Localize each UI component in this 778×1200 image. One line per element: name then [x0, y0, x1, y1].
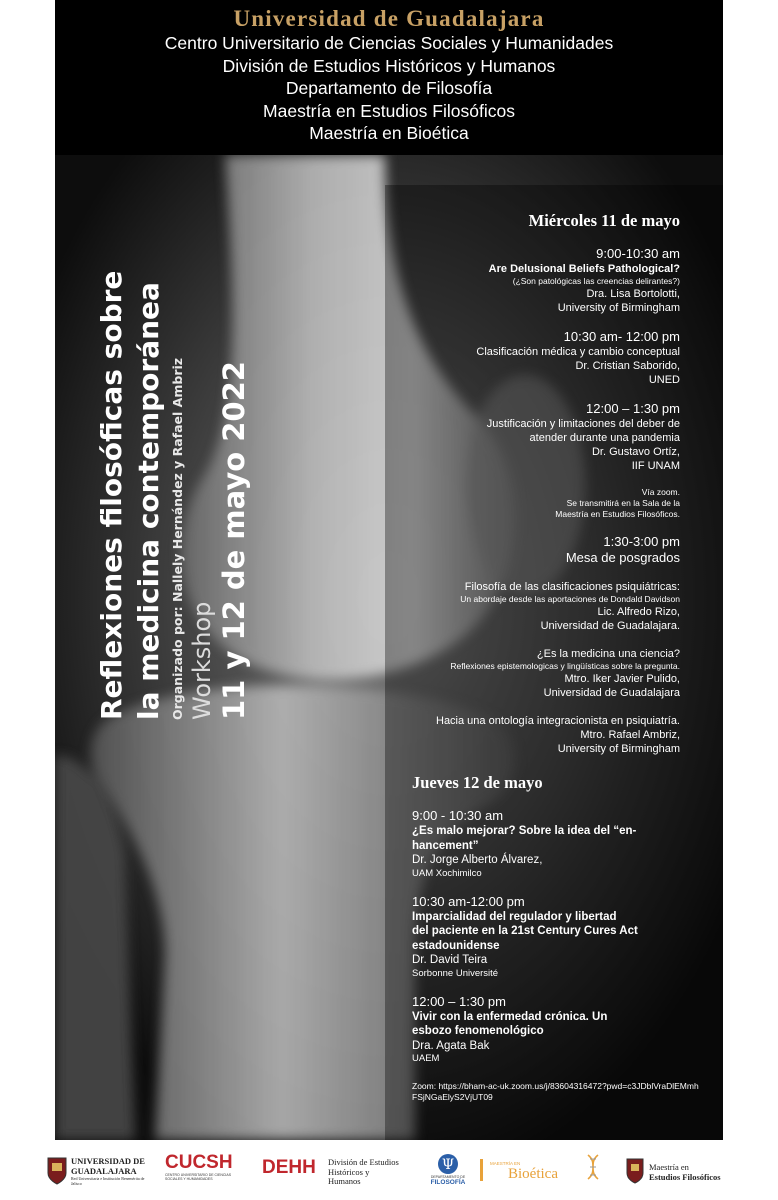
session-title-line-3: estadounidense: [412, 939, 500, 952]
cucsh-logo: [165, 1153, 245, 1189]
event-dates: 11 y 12 de mayo 2022: [217, 361, 251, 720]
talk-title: Filosofía de las clasificaciones psiquiátricas:: [464, 581, 680, 593]
session-time: 10:30 am-12:00 pm: [412, 893, 525, 909]
mef-line-2: Estudios Filosóficos: [649, 1171, 721, 1182]
affiliation: Universidad de Guadalajara.: [540, 620, 680, 632]
speaker: Dr. Gustavo Ortíz,: [591, 446, 680, 458]
session-title: Mesa de posgrados: [565, 550, 680, 565]
talk-title: ¿Es la medicina una ciencia?: [536, 648, 680, 660]
broadcast-note: [405, 487, 680, 520]
speaker: Dra. Agata Bak: [412, 1039, 490, 1052]
cucsh-subtitle: CENTRO UNIVERSITARIO DE CIENCIAS SOCIALES Y HUMANIDADES: [165, 1173, 232, 1181]
bioetica-logo: [480, 1153, 570, 1189]
dehh-sub-2: Históricos y Humanos: [328, 1166, 370, 1186]
session-title-line-2: atender durante una pandemia: [529, 432, 680, 444]
session-time: 10:30 am- 12:00 pm: [563, 329, 680, 344]
event-kind: Workshop: [188, 601, 216, 720]
session-title-line-2: esbozo fenomenológico: [412, 1025, 544, 1037]
udg-line-2: GUADALAJARA: [71, 1165, 137, 1176]
panel-talk-2: [405, 647, 680, 700]
session-1: [412, 808, 702, 880]
note-line-3: Maestría en Estudios Filosóficos.: [555, 509, 680, 519]
poster-header: [55, 0, 723, 155]
session-2: [405, 329, 680, 387]
session-2: [412, 894, 702, 980]
session-title-line-1: Vivir con la enfermedad crónica. Un: [412, 1010, 608, 1023]
svg-text:Ψ: Ψ: [441, 1157, 455, 1173]
affiliation: Universidad de Guadalajara: [543, 687, 680, 699]
speaker: Dr. Cristian Saborido,: [575, 360, 680, 372]
session-1: [405, 246, 680, 315]
day-2-heading: Jueves 12 de mayo: [412, 773, 543, 792]
psi-icon: [434, 1153, 462, 1175]
udg-line-3: Red Universitaria e Institución Benemérita de Jalisco: [71, 1176, 145, 1186]
program-day-1: [405, 210, 680, 756]
speaker: Dr. Jorge Alberto Álvarez,: [412, 854, 543, 866]
bioetica-bar: [480, 1159, 483, 1181]
speaker: Lic. Alfredo Rizo,: [597, 606, 680, 618]
event-poster: [55, 0, 723, 1140]
session-3: [412, 994, 702, 1066]
session-time: 12:00 – 1:30 pm: [412, 993, 506, 1009]
dehh-logo: [262, 1153, 402, 1189]
note-line-1: Vía zoom.: [641, 487, 680, 497]
session-title-line-2: hancement”: [412, 839, 479, 852]
udg-shield-icon: [46, 1155, 68, 1185]
affiliation: University of Birmingham: [557, 743, 680, 755]
bioetica-sub: MAESTRÍA EN: [490, 1161, 521, 1166]
speaker: Dr. David Teira: [412, 954, 488, 966]
title-line-1: Reflexiones filosóficas sobre: [95, 270, 128, 720]
session-title: Are Delusional Beliefs Pathological?: [488, 263, 680, 275]
udg-line-1: UNIVERSIDAD DE: [71, 1156, 145, 1166]
organizers: Organizado por: Nallely Hernández y Rafael Ambriz: [170, 357, 185, 720]
panel-talk-3: [405, 714, 680, 756]
session-title: Clasificación médica y cambio conceptual: [476, 346, 680, 358]
filosofia-title: FILOSOFÍA: [430, 1179, 466, 1186]
mef-shield-icon: [625, 1157, 645, 1185]
sponsor-logos: [40, 1145, 740, 1195]
speaker: Mtro. Iker Javier Pulido,: [564, 673, 680, 685]
session-title-line-2: del paciente en la 21st Century Cures Act: [412, 925, 638, 937]
filosofia-logo: [418, 1153, 478, 1189]
talk-subtitle: Reflexiones epistemologicas y lingüísticas sobre la pregunta.: [450, 661, 680, 671]
affiliation: UAEM: [412, 1053, 440, 1064]
header-line-masters-bioethics: Maestría en Bioética: [309, 123, 469, 143]
udg-logo: [46, 1153, 146, 1189]
mef-logo: [625, 1153, 740, 1189]
university-name: Universidad de Guadalajara: [233, 6, 545, 31]
session-title-line-1: Justificación y limitaciones del deber de: [486, 418, 680, 430]
affiliation: UAM Xochimilco: [412, 867, 482, 879]
affiliation: UNED: [648, 374, 680, 386]
mef-line-1: Maestría en: [649, 1162, 689, 1172]
affiliation: IIF UNAM: [631, 460, 680, 472]
session-time: 1:30-3:00 pm: [603, 534, 680, 549]
bioetica-title: Bioética: [508, 1166, 558, 1182]
session-title-line-1: ¿Es malo mejorar? Sobre la idea del “en-: [412, 825, 637, 837]
speaker: Mtro. Rafael Ambriz,: [580, 729, 680, 741]
filosofia-sub: DEPARTAMENTO DE: [430, 1175, 466, 1179]
title-line-2: la medicina contemporánea: [132, 282, 165, 720]
panel-talk-1: [405, 580, 680, 633]
session-time: 9:00 - 10:30 am: [412, 808, 504, 823]
talk-subtitle: Un abordaje desde las aportaciones de Dondald Davidson: [460, 594, 680, 604]
dehh-sub-1: División de Estudios: [328, 1157, 399, 1167]
zoom-link[interactable]: Zoom: https://bham-ac-uk.zoom.us/j/83604316472?pwd=c3JDblVraDlEMmhFSjNGaElyS2VjUT09: [412, 1081, 699, 1102]
session-4: [405, 534, 680, 566]
session-3: [405, 401, 680, 473]
session-time: 12:00 – 1:30 pm: [586, 401, 680, 416]
vertical-title-block: [93, 160, 313, 720]
session-title-line-1: Imparcialidad del regulador y libertad: [412, 910, 617, 923]
dehh-title: DEHH: [262, 1157, 316, 1178]
talk-title: Hacia una ontología integracionista en psiquiatría.: [436, 715, 680, 727]
header-line-center: Centro Universitario de Ciencias Sociales y Humanidades: [164, 33, 614, 53]
session-time: 9:00-10:30 am: [596, 246, 680, 261]
header-line-department: Departamento de Filosofía: [285, 78, 493, 98]
dna-icon: [585, 1153, 601, 1189]
speaker: Dra. Lisa Bortolotti,: [586, 288, 680, 300]
header-line-masters-philosophy: Maestría en Estudios Filosóficos: [263, 100, 515, 121]
cucsh-title: CUCSH: [165, 1152, 233, 1173]
affiliation: Sorbonne Université: [412, 967, 499, 979]
day-1-heading: Miércoles 11 de mayo: [528, 211, 680, 230]
session-subtitle: (¿Son patológicas las creencias delirantes?): [512, 276, 680, 286]
note-line-2: Se transmitirá en la Sala de la: [566, 498, 680, 508]
header-line-division: División de Estudios Históricos y Humanos: [222, 55, 556, 76]
program-day-2: [412, 772, 702, 1103]
affiliation: University of Birmingham: [557, 302, 680, 314]
